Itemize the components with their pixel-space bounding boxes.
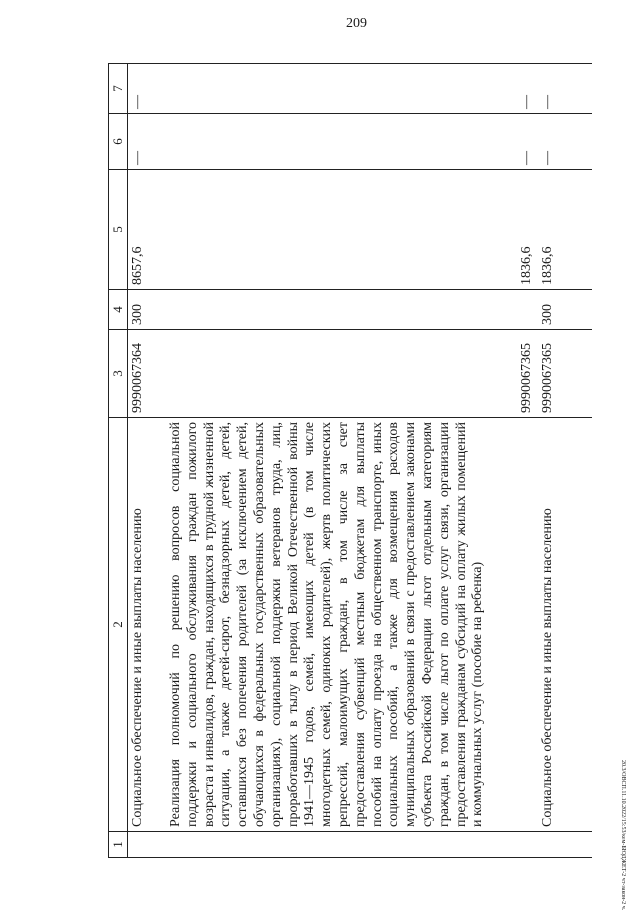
row-name: Социальное обеспечение и иные выплаты населению xyxy=(128,418,167,832)
row-code: 9990067365 xyxy=(538,330,592,418)
row-type xyxy=(166,290,538,330)
row-type: 300 xyxy=(128,290,167,330)
row-sum: 1836,6 xyxy=(166,170,538,290)
column-number: 7 xyxy=(109,64,128,114)
row-sum: 8657,6 xyxy=(128,170,167,290)
table-row xyxy=(538,64,592,858)
budget-table xyxy=(108,63,592,858)
budget-table-rotated xyxy=(108,64,600,858)
empty-cell xyxy=(128,832,167,858)
column-number: 2 xyxy=(109,418,128,832)
column-number: 1 xyxy=(109,832,128,858)
column-number: 4 xyxy=(109,290,128,330)
row-type: 300 xyxy=(538,290,592,330)
empty-cell xyxy=(538,832,592,858)
page-number: 209 xyxy=(346,16,367,31)
row-col6: — xyxy=(166,114,538,170)
column-number: 6 xyxy=(109,114,128,170)
row-sum: 1836,6 xyxy=(538,170,592,290)
column-number: 5 xyxy=(109,170,128,290)
row-code: 9990067364 xyxy=(128,330,167,418)
footer-code: 20.3/ОВСП.11.10.2022/15:53/кем-БЮДЖЕТ-2 чт-закон-2 ч. xyxy=(620,760,626,910)
row-code: 9990067365 xyxy=(166,330,538,418)
row-col7: — xyxy=(128,64,167,114)
column-number: 3 xyxy=(109,330,128,418)
empty-cell xyxy=(166,832,538,858)
table-row xyxy=(166,64,538,858)
row-col6: — xyxy=(128,114,167,170)
column-number-row xyxy=(109,64,128,858)
row-col7: — xyxy=(538,64,592,114)
row-col6: — xyxy=(538,114,592,170)
table-row xyxy=(128,64,167,858)
row-col7: — xyxy=(166,64,538,114)
row-name: Социальное обеспечение и иные выплаты населению xyxy=(538,418,592,832)
row-name: Реализация полномочий по решению вопросов социальной поддержки и социального обслуживания граждан пожилого возраста и инвалидов, граждан, находящихся в трудной жизненной ситуации, а также детей-сирот, безнадзорных детей, детей, оставшихся без попечения родителей (за исключением детей, обучающихся в федеральных государственных образовательных организациях), социальной поддержки ветеранов труда, лиц, проработавших в тылу в период Великой Отечественной войны 1941—1945 годов, семей, имеющих детей (в том числе многодетных семей, одиноких родителей), жертв политических репрессий, малоимущих граждан, в том числе за счет предоставления субвенций местным бюджетам для выплаты пособий на оплату проезда на общественном транспорте, иных социальных пособий, а также для возмещения расходов муниципальных образований в связи с предоставлением законами субъекта Российской Федерации льгот отдельным категориям граждан, в том числе льгот по оплате услуг связи, организации предоставления гражданам субсидий на оплату жилых помещений и коммунальных услуг (пособие на ребенка) xyxy=(166,418,538,832)
